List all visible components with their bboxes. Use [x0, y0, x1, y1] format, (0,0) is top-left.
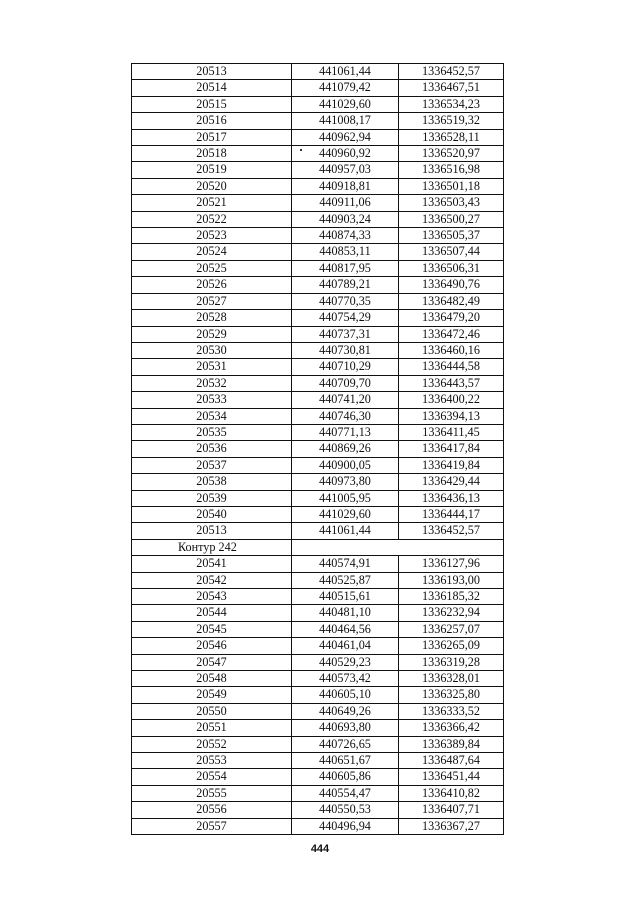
x-coordinate-cell: 440574,91: [292, 556, 399, 572]
table-row: [132, 818, 504, 834]
table-row: [132, 424, 504, 440]
y-coordinate-cell: 1336257,07: [399, 621, 504, 637]
point-number-cell: 20515: [132, 96, 292, 112]
x-coordinate-cell: 441061,44: [292, 64, 399, 80]
table-row: [132, 769, 504, 785]
table-row: [132, 441, 504, 457]
table-row: [132, 523, 504, 539]
table-row: [132, 802, 504, 818]
point-number-cell: 20548: [132, 671, 292, 687]
y-coordinate-cell: 1336185,32: [399, 589, 504, 605]
point-number-cell: 20522: [132, 211, 292, 227]
point-number-cell: 20526: [132, 277, 292, 293]
y-coordinate-cell: 1336444,17: [399, 506, 504, 522]
point-number-cell: 20538: [132, 474, 292, 490]
table-row: [132, 638, 504, 654]
coordinates-table-body: [132, 64, 504, 835]
table-row: [132, 753, 504, 769]
point-number-cell: 20523: [132, 228, 292, 244]
x-coordinate-cell: 440903,24: [292, 211, 399, 227]
table-row: [132, 244, 504, 260]
y-coordinate-cell: 1336487,64: [399, 753, 504, 769]
x-coordinate-cell: 440464,56: [292, 621, 399, 637]
y-coordinate-cell: 1336367,27: [399, 818, 504, 834]
x-coordinate-cell: 440693,80: [292, 720, 399, 736]
table-row: [132, 310, 504, 326]
x-coordinate-cell: 440737,31: [292, 326, 399, 342]
point-number-cell: 20520: [132, 178, 292, 194]
y-coordinate-cell: 1336472,46: [399, 326, 504, 342]
table-row: [132, 785, 504, 801]
x-coordinate-cell: 441061,44: [292, 523, 399, 539]
y-coordinate-cell: 1336520,97: [399, 146, 504, 162]
point-number-cell: 20541: [132, 556, 292, 572]
point-number-cell: 20525: [132, 260, 292, 276]
table-row: [132, 293, 504, 309]
y-coordinate-cell: 1336503,43: [399, 195, 504, 211]
table-row: [132, 654, 504, 670]
table-row: [132, 195, 504, 211]
point-number-cell: 20554: [132, 769, 292, 785]
x-coordinate-cell: 440741,20: [292, 392, 399, 408]
point-number-cell: 20524: [132, 244, 292, 260]
y-coordinate-cell: 1336325,80: [399, 687, 504, 703]
table-row: [132, 572, 504, 588]
x-coordinate-cell: 441079,42: [292, 80, 399, 96]
x-coordinate-cell: 440973,80: [292, 474, 399, 490]
table-row: [132, 96, 504, 112]
x-coordinate-cell: 440605,86: [292, 769, 399, 785]
point-number-cell: 20518: [132, 146, 292, 162]
point-number-cell: 20539: [132, 490, 292, 506]
y-coordinate-cell: 1336417,84: [399, 441, 504, 457]
point-number-cell: 20557: [132, 818, 292, 834]
x-coordinate-cell: 441029,60: [292, 506, 399, 522]
y-coordinate-cell: 1336319,28: [399, 654, 504, 670]
x-coordinate-cell: 440496,94: [292, 818, 399, 834]
y-coordinate-cell: 1336507,44: [399, 244, 504, 260]
point-number-cell: 20552: [132, 736, 292, 752]
y-coordinate-cell: 1336482,49: [399, 293, 504, 309]
point-number-cell: 20537: [132, 457, 292, 473]
page-number: 444: [310, 843, 330, 855]
x-coordinate-cell: 440525,87: [292, 572, 399, 588]
table-row: [132, 129, 504, 145]
x-coordinate-cell: 440710,29: [292, 359, 399, 375]
x-coordinate-cell: 440869,26: [292, 441, 399, 457]
y-coordinate-cell: 1336389,84: [399, 736, 504, 752]
y-coordinate-cell: 1336452,57: [399, 523, 504, 539]
x-coordinate-cell: 440550,53: [292, 802, 399, 818]
table-row: [132, 326, 504, 342]
x-coordinate-cell: 440770,35: [292, 293, 399, 309]
y-coordinate-cell: 1336506,31: [399, 260, 504, 276]
y-coordinate-cell: 1336460,16: [399, 342, 504, 358]
table-row: [132, 605, 504, 621]
point-number-cell: 20551: [132, 720, 292, 736]
table-row: [132, 113, 504, 129]
y-coordinate-cell: 1336436,13: [399, 490, 504, 506]
point-number-cell: 20543: [132, 589, 292, 605]
point-number-cell: 20535: [132, 424, 292, 440]
y-coordinate-cell: 1336501,18: [399, 178, 504, 194]
table-row: [132, 359, 504, 375]
point-number-cell: 20517: [132, 129, 292, 145]
y-coordinate-cell: 1336528,11: [399, 129, 504, 145]
table-row: [132, 720, 504, 736]
point-number-cell: 20545: [132, 621, 292, 637]
point-number-cell: 20528: [132, 310, 292, 326]
point-number-cell: 20555: [132, 785, 292, 801]
point-number-cell: 20542: [132, 572, 292, 588]
contour-header-row: [132, 539, 504, 555]
y-coordinate-cell: 1336519,32: [399, 113, 504, 129]
y-coordinate-cell: 1336407,71: [399, 802, 504, 818]
x-coordinate-cell: 441005,95: [292, 490, 399, 506]
x-coordinate-cell: 440529,23: [292, 654, 399, 670]
x-coordinate-cell: 440918,81: [292, 178, 399, 194]
x-coordinate-cell: 440746,30: [292, 408, 399, 424]
x-coordinate-cell: 440957,03: [292, 162, 399, 178]
point-number-cell: 20546: [132, 638, 292, 654]
y-coordinate-cell: 1336505,37: [399, 228, 504, 244]
table-row: [132, 80, 504, 96]
table-row: [132, 589, 504, 605]
table-row: [132, 736, 504, 752]
scan-speck: [300, 149, 302, 151]
point-number-cell: 20536: [132, 441, 292, 457]
y-coordinate-cell: 1336328,01: [399, 671, 504, 687]
table-row: [132, 277, 504, 293]
point-number-cell: 20550: [132, 703, 292, 719]
y-coordinate-cell: 1336467,51: [399, 80, 504, 96]
x-coordinate-cell: 440605,10: [292, 687, 399, 703]
x-coordinate-cell: 440649,26: [292, 703, 399, 719]
point-number-cell: 20529: [132, 326, 292, 342]
y-coordinate-cell: 1336411,45: [399, 424, 504, 440]
x-coordinate-cell: 440853,11: [292, 244, 399, 260]
table-row: [132, 687, 504, 703]
x-coordinate-cell: 440554,47: [292, 785, 399, 801]
empty-cell: [292, 539, 504, 555]
table-row: [132, 211, 504, 227]
table-row: [132, 146, 504, 162]
y-coordinate-cell: 1336451,44: [399, 769, 504, 785]
point-number-cell: 20513: [132, 64, 292, 80]
x-coordinate-cell: 440754,29: [292, 310, 399, 326]
x-coordinate-cell: 440874,33: [292, 228, 399, 244]
table-row: [132, 375, 504, 391]
table-row: [132, 64, 504, 80]
table-row: [132, 457, 504, 473]
point-number-cell: 20544: [132, 605, 292, 621]
table-row: [132, 178, 504, 194]
table-row: [132, 621, 504, 637]
y-coordinate-cell: 1336193,00: [399, 572, 504, 588]
y-coordinate-cell: 1336429,44: [399, 474, 504, 490]
point-number-cell: 20513: [132, 523, 292, 539]
x-coordinate-cell: 440960,92: [292, 146, 399, 162]
x-coordinate-cell: 440911,06: [292, 195, 399, 211]
y-coordinate-cell: 1336265,09: [399, 638, 504, 654]
y-coordinate-cell: 1336419,84: [399, 457, 504, 473]
x-coordinate-cell: 440709,70: [292, 375, 399, 391]
y-coordinate-cell: 1336516,98: [399, 162, 504, 178]
point-number-cell: 20556: [132, 802, 292, 818]
x-coordinate-cell: 440651,67: [292, 753, 399, 769]
x-coordinate-cell: 440730,81: [292, 342, 399, 358]
table-row: [132, 556, 504, 572]
y-coordinate-cell: 1336127,96: [399, 556, 504, 572]
point-number-cell: 20553: [132, 753, 292, 769]
point-number-cell: 20532: [132, 375, 292, 391]
x-coordinate-cell: 441008,17: [292, 113, 399, 129]
table-row: [132, 260, 504, 276]
x-coordinate-cell: 440461,04: [292, 638, 399, 654]
point-number-cell: 20521: [132, 195, 292, 211]
x-coordinate-cell: 440962,94: [292, 129, 399, 145]
x-coordinate-cell: 440515,61: [292, 589, 399, 605]
y-coordinate-cell: 1336400,22: [399, 392, 504, 408]
coordinates-table: [131, 63, 504, 835]
x-coordinate-cell: 441029,60: [292, 96, 399, 112]
y-coordinate-cell: 1336366,42: [399, 720, 504, 736]
y-coordinate-cell: 1336444,58: [399, 359, 504, 375]
table-row: [132, 162, 504, 178]
y-coordinate-cell: 1336394,13: [399, 408, 504, 424]
table-row: [132, 703, 504, 719]
table-row: [132, 228, 504, 244]
table-row: [132, 671, 504, 687]
point-number-cell: 20531: [132, 359, 292, 375]
x-coordinate-cell: 440726,65: [292, 736, 399, 752]
table-row: [132, 408, 504, 424]
y-coordinate-cell: 1336333,52: [399, 703, 504, 719]
y-coordinate-cell: 1336479,20: [399, 310, 504, 326]
x-coordinate-cell: 440817,95: [292, 260, 399, 276]
table-row: [132, 392, 504, 408]
y-coordinate-cell: 1336500,27: [399, 211, 504, 227]
x-coordinate-cell: 440900,05: [292, 457, 399, 473]
point-number-cell: 20547: [132, 654, 292, 670]
y-coordinate-cell: 1336232,94: [399, 605, 504, 621]
point-number-cell: 20533: [132, 392, 292, 408]
y-coordinate-cell: 1336410,82: [399, 785, 504, 801]
table-row: [132, 506, 504, 522]
y-coordinate-cell: 1336452,57: [399, 64, 504, 80]
contour-label: Контур 242: [132, 539, 292, 555]
table-row: [132, 490, 504, 506]
point-number-cell: 20516: [132, 113, 292, 129]
y-coordinate-cell: 1336534,23: [399, 96, 504, 112]
point-number-cell: 20514: [132, 80, 292, 96]
table-row: [132, 474, 504, 490]
y-coordinate-cell: 1336490,76: [399, 277, 504, 293]
point-number-cell: 20540: [132, 506, 292, 522]
point-number-cell: 20530: [132, 342, 292, 358]
point-number-cell: 20519: [132, 162, 292, 178]
x-coordinate-cell: 440789,21: [292, 277, 399, 293]
table-row: [132, 342, 504, 358]
y-coordinate-cell: 1336443,57: [399, 375, 504, 391]
x-coordinate-cell: 440771,13: [292, 424, 399, 440]
x-coordinate-cell: 440481,10: [292, 605, 399, 621]
point-number-cell: 20527: [132, 293, 292, 309]
point-number-cell: 20549: [132, 687, 292, 703]
point-number-cell: 20534: [132, 408, 292, 424]
x-coordinate-cell: 440573,42: [292, 671, 399, 687]
